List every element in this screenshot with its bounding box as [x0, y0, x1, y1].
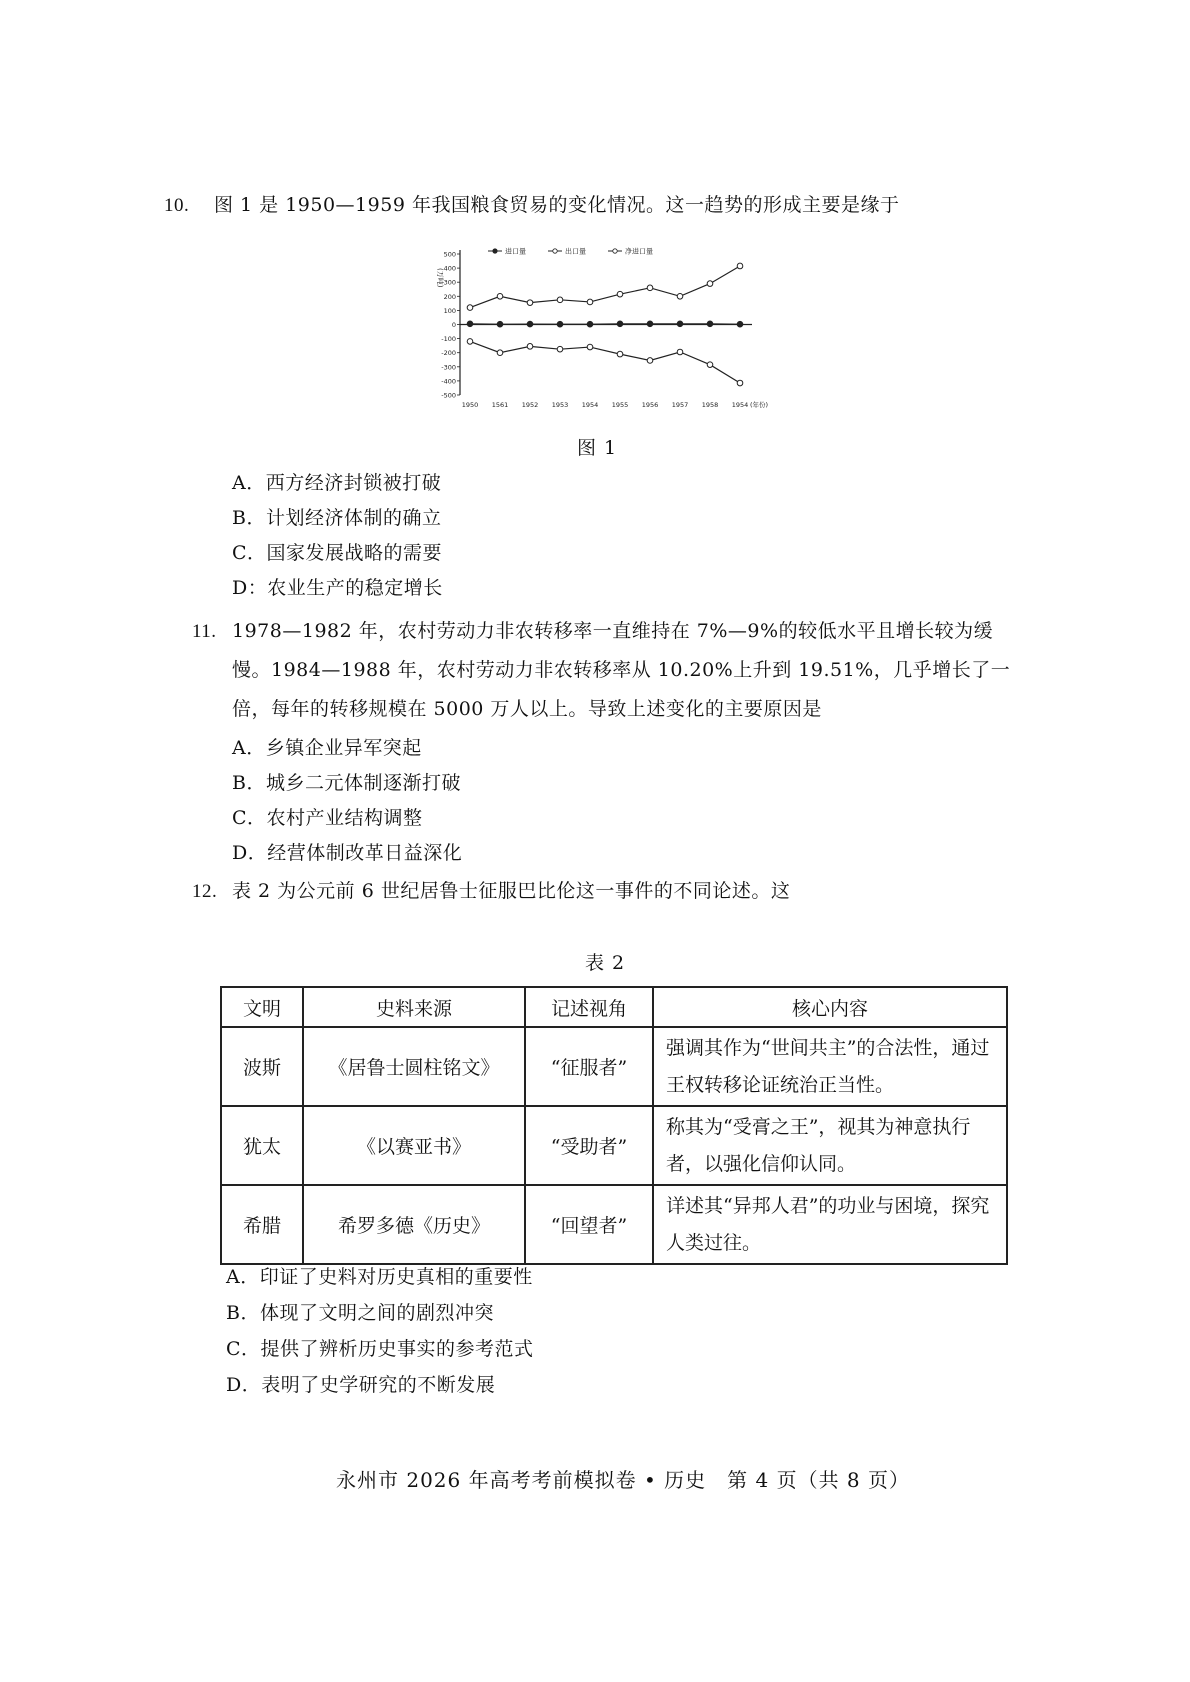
data-point [737, 321, 743, 327]
legend-marker [613, 249, 617, 253]
data-point [617, 321, 623, 327]
series-line [470, 341, 740, 383]
data-point [467, 339, 473, 345]
data-point [557, 297, 563, 303]
q10-option-d[interactable]: D：农业生产的稳定增长 [232, 577, 443, 599]
question-12 [192, 872, 1012, 911]
q11-option-b[interactable]: B．城乡二元体制逐渐打破 [232, 772, 461, 794]
table-header: 核心内容 [653, 987, 1007, 1027]
data-point [617, 351, 623, 357]
y-tick-label: 0 [451, 321, 456, 329]
question-stem: 图 1 是 1950—1959 年我国粮食贸易的变化情况。这一趋势的形成主要是缘于 [214, 194, 900, 216]
question-10 [164, 186, 1014, 225]
table-cell: “征服者” [525, 1027, 653, 1106]
data-point [587, 321, 593, 327]
question-stem: 1978—1982 年，农村劳动力非农转移率一直维持在 7%—9%的较低水平且增长较为缓慢。1984—1988 年，农村劳动力非农转移率从 10.20%上升到 19.51%，几乎增长了一倍，每年的转移规模在 5000 万人以上。导致上述变化的主要原因是 [232, 620, 1011, 720]
data-point [527, 300, 533, 306]
figure-caption: 图 1 [577, 437, 618, 459]
q11-option-c[interactable]: C．农村产业结构调整 [232, 807, 423, 829]
data-point [737, 263, 743, 269]
data-point [647, 321, 653, 327]
table-cell: 《以赛亚书》 [303, 1106, 525, 1185]
question-number: 10. [164, 195, 190, 216]
table-cell: “回望者” [525, 1185, 653, 1264]
q12-option-c[interactable]: C．提供了辨析历史事实的参考范式 [226, 1338, 534, 1360]
q12-option-b[interactable]: B．体现了文明之间的剧烈冲突 [226, 1302, 494, 1324]
table-row [221, 1027, 1007, 1106]
data-point [647, 358, 653, 364]
y-tick-label: 400 [443, 264, 456, 273]
page-footer: 永州市 2026 年高考考前模拟卷 • 历史 第 4 页（共 8 页） [336, 1468, 911, 1492]
question-11 [192, 612, 1012, 729]
series-line [470, 266, 740, 308]
x-tick-label: 1957 [671, 401, 689, 409]
data-point [587, 344, 593, 350]
table-cell: 详述其“异邦人君”的功业与困境，探究人类过往。 [653, 1185, 1007, 1264]
y-tick-label: 100 [443, 306, 456, 315]
x-tick-label: 1952 [521, 401, 539, 409]
data-point [557, 346, 563, 352]
data-point [497, 294, 503, 300]
legend-label: 净进口量 [625, 247, 653, 256]
table-cell: 《居鲁士圆柱铭文》 [303, 1027, 525, 1106]
y-tick-label: -200 [441, 349, 456, 358]
q10-option-b[interactable]: B．计划经济体制的确立 [232, 507, 442, 529]
table-row [221, 1106, 1007, 1185]
legend-marker [553, 249, 557, 253]
data-point [497, 321, 503, 327]
table-cell: 称其为“受膏之王”，视其为神意执行者，以强化信仰认同。 [653, 1106, 1007, 1185]
table-cell: 强调其作为“世间共主”的合法性，通过王权转移论证统治正当性。 [653, 1027, 1007, 1106]
data-point [587, 299, 593, 305]
legend-marker [493, 249, 497, 253]
data-point [647, 285, 653, 291]
legend-label: 出口量 [565, 247, 586, 256]
y-tick-label: 200 [443, 292, 456, 301]
x-tick-label: 1958 [701, 401, 719, 409]
data-point [677, 349, 683, 355]
q12-option-d[interactable]: D．表明了史学研究的不断发展 [226, 1374, 496, 1396]
y-tick-label: 500 [443, 250, 456, 259]
table-header: 记述视角 [525, 987, 653, 1027]
data-point [617, 291, 623, 297]
y-tick-label: -500 [441, 391, 456, 400]
y-axis-label: (万吨) [436, 268, 444, 288]
y-tick-label: 300 [443, 278, 456, 287]
question-stem: 表 2 为公元前 6 世纪居鲁士征服巴比伦这一事件的不同论述。这 [232, 880, 791, 902]
q11-option-a[interactable]: A．乡镇企业异军突起 [232, 737, 422, 759]
question-number: 12. [192, 881, 218, 902]
y-tick-label: -300 [441, 363, 456, 372]
x-axis-unit: (年份) [750, 401, 769, 409]
question-number: 11. [192, 621, 217, 642]
table-cell: 波斯 [221, 1027, 303, 1106]
y-tick-label: -100 [441, 335, 456, 344]
table-2 [220, 986, 1008, 1265]
data-point [467, 321, 473, 327]
data-point [557, 321, 563, 327]
table-header: 文明 [221, 987, 303, 1027]
table-cell: 犹太 [221, 1106, 303, 1185]
table-cell: “受助者” [525, 1106, 653, 1185]
q12-option-a[interactable]: A．印证了史料对历史真相的重要性 [226, 1266, 533, 1288]
x-tick-label: 1956 [641, 401, 659, 409]
figure-1-line-chart [430, 240, 770, 425]
x-tick-label: 1954 [581, 401, 599, 409]
data-point [677, 321, 683, 327]
x-tick-label: 1561 [491, 401, 509, 409]
data-point [497, 350, 503, 356]
x-tick-label: 1954 [731, 401, 749, 409]
table-header: 史料来源 [303, 987, 525, 1027]
data-point [467, 305, 473, 311]
x-tick-label: 1950 [461, 401, 479, 409]
x-tick-label: 1955 [611, 401, 629, 409]
table-cell: 希腊 [221, 1185, 303, 1264]
y-tick-label: -400 [441, 377, 456, 386]
data-point [527, 321, 533, 327]
data-point [527, 344, 533, 350]
data-point [707, 321, 713, 327]
table-caption: 表 2 [585, 952, 626, 974]
data-point [707, 362, 713, 368]
data-point [737, 380, 743, 386]
q10-option-c[interactable]: C．国家发展战略的需要 [232, 542, 443, 564]
table-cell: 希罗多德《历史》 [303, 1185, 525, 1264]
data-point [677, 294, 683, 300]
q11-option-d[interactable]: D．经营体制改革日益深化 [232, 842, 463, 864]
data-point [707, 281, 713, 287]
table-header-row [221, 987, 1007, 1027]
table-row [221, 1185, 1007, 1264]
q10-option-a[interactable]: A．西方经济封锁被打破 [232, 472, 442, 494]
x-tick-label: 1953 [551, 401, 569, 409]
legend-label: 进口量 [505, 247, 526, 256]
